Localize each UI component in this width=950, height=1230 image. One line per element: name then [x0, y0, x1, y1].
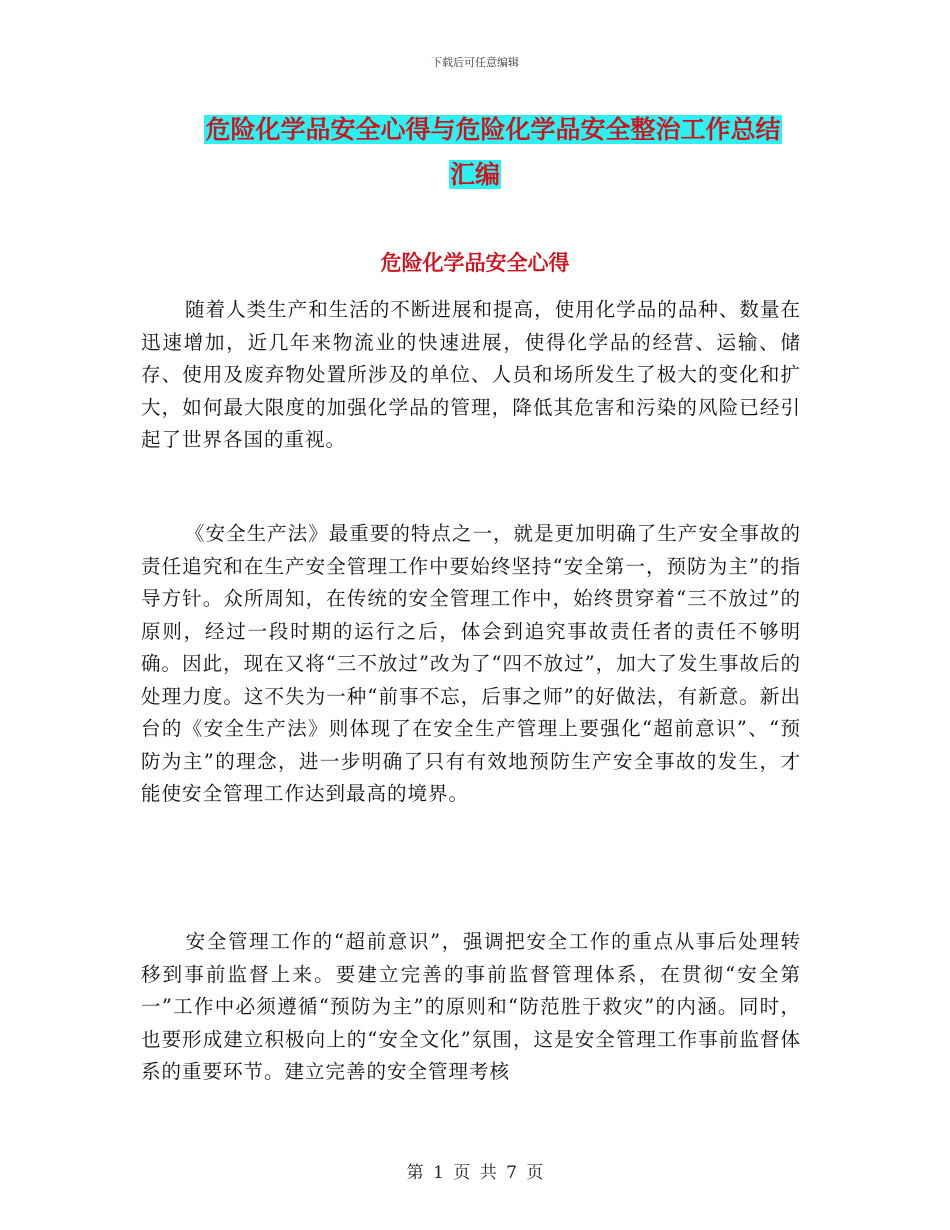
paragraph-text-2: 《安全生产法》最重要的特点之一，就是更加明确了生产安全事故的责任追究和在生产安全管理工作中要始终坚持“安全第一，预防为主”的指导方针。众所周知，在传统的安全管理工作中，始终贯穿着“三不放过”的原则，经过一段时期的运行之后，体会到追究事故责任者的责任不够明确。因此，现在又将“三不放过”改为了“四不放过”，加大了发生事故后的处理力度。这不失为一种“前事不忘，后事之师”的好做法，有新意。新出台的《安全生产法》则体现了在安全生产管理上要强化“超前意识”、“预防为主”的理念，进一步明确了只有有效地预防生产安全事故的发生，才能使安全管理工作达到最高的境界。: [141, 522, 801, 805]
paragraph-text-1: 随着人类生产和生活的不断进展和提高，使用化学品的品种、数量在迅速增加，近几年来物流业的快速进展，使得化学品的经营、运输、储存、使用及废弃物处置所涉及的单位、人员和场所发生了极大的变化和扩大，如何最大限度的加强化学品的管理，降低其危害和污染的风险已经引起了世界各国的重视。: [141, 298, 801, 451]
document-title-line1: [0, 111, 950, 149]
document-title-text-line2: 汇编: [449, 160, 500, 189]
section-heading: 危险化学品安全心得: [380, 251, 570, 275]
body-paragraph-2: [141, 518, 801, 811]
page-number-footer: 第 1 页 共 7 页: [406, 1163, 544, 1183]
paragraph-text-3: 安全管理工作的“超前意识”，强调把安全工作的重点从事后处理转移到事前监督上来。要建立完善的事前监督管理体系，在贯彻“安全第一”工作中必须遵循“预防为主”的原则和“防范胜于救灾”的内涵。同时，也要形成建立积极向上的“安全文化”氛围，这是安全管理工作事前监督体系的重要环节。建立完善的安全管理考核: [141, 930, 801, 1083]
document-title-line2: [0, 156, 950, 194]
header-note: 下载后可任意编辑: [431, 56, 519, 69]
document-title-text-line1: 危险化学品安全心得与危险化学品安全整治工作总结: [205, 115, 781, 144]
body-paragraph-1: [141, 294, 801, 457]
body-paragraph-3: [141, 926, 801, 1089]
